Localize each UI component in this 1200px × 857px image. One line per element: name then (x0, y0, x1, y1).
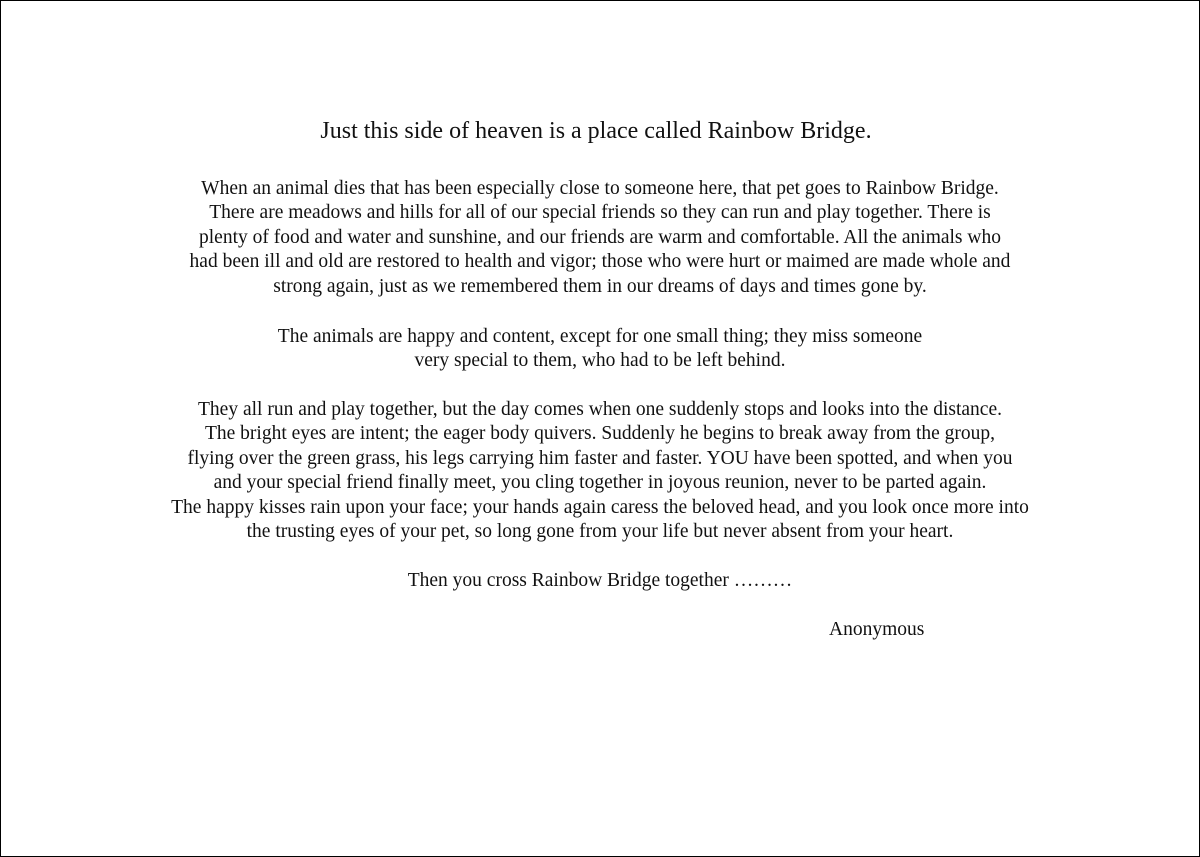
paragraph-line: There are meadows and hills for all of our special friends so they can run and play together. There is (209, 202, 991, 224)
paragraph-line: the trusting eyes of your pet, so long gone from your life but never absent from your heart. (246, 521, 954, 543)
paragraph-line: very special to them, who had to be left behind. (414, 350, 786, 372)
paragraph-line: The animals are happy and content, except for one small thing; they miss someone (277, 326, 923, 347)
paragraph-line: plenty of food and water and sunshine, and our friends are warm and comfortable. All the animals who (199, 226, 1001, 248)
paragraph-line: They all run and play together, but the day comes when one suddenly stops and looks into the distance. (198, 399, 1002, 420)
paragraph-missing-someone (1, 325, 1199, 374)
paragraph-line: When an animal dies that has been especially close to someone here, that pet goes to Rainbow Bridge. (201, 178, 999, 199)
paragraph-line: flying over the green grass, his legs carrying him faster and faster. YOU have been spotted, and when you (187, 447, 1013, 469)
paragraph-line: The bright eyes are intent; the eager body quivers. Suddenly he begins to break away from the group, (204, 423, 996, 445)
paragraph-line: had been ill and old are restored to health and vigor; those who were hurt or maimed are made whole and (189, 251, 1011, 273)
paragraph-line: The happy kisses rain upon your face; your hands again caress the beloved head, and you look once more into (171, 496, 1029, 518)
author-signature: Anonymous (829, 619, 925, 640)
paragraph-line: strong again, just as we remembered them in our dreams of days and times gone by. (273, 275, 927, 297)
paragraph-line: Then you cross Rainbow Bridge together ……… (407, 570, 793, 591)
paragraph-closing (1, 569, 1199, 593)
paragraph-reunion (1, 398, 1199, 544)
poem-title: Just this side of heaven is a place called Rainbow Bridge. (320, 118, 872, 144)
paragraph-rainbow-bridge-intro (1, 177, 1199, 299)
paragraph-line: and your special friend finally meet, you cling together in joyous reunion, never to be parted again. (213, 472, 987, 494)
